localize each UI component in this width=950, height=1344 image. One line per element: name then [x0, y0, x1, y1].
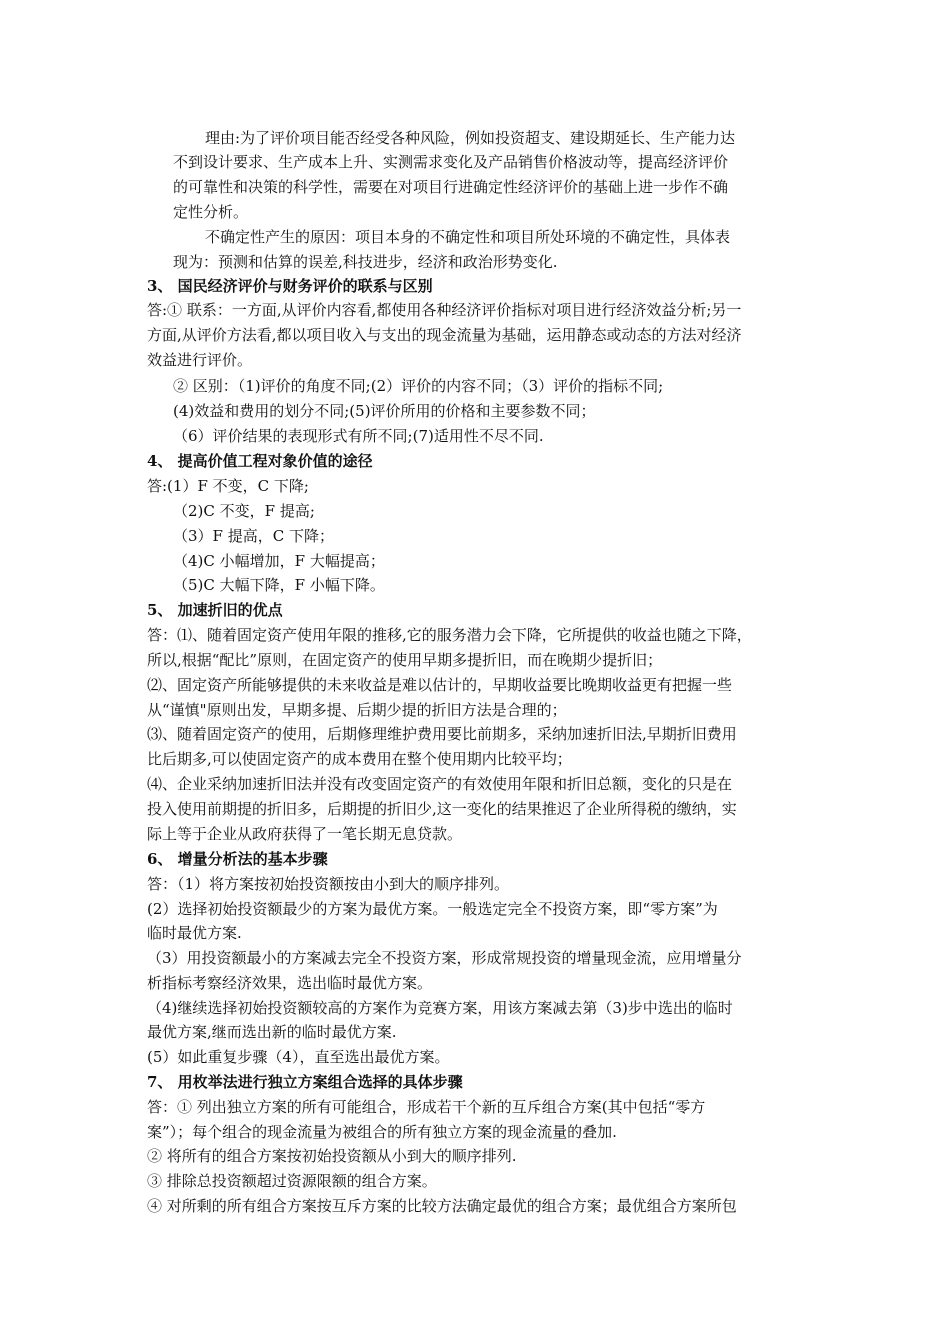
text-line: 的可靠性和决策的科学性，需要在对项目行进确定性经济评价的基础上进一步作不确 [173, 178, 729, 196]
text-line: 理由:为了评价项目能否经受各种风险，例如投资超支、建设期延长、生产能力达 [205, 129, 736, 147]
section-heading-7: 7、 用枚举法进行独立方案组合选择的具体步骤 [147, 1073, 463, 1091]
text-line: 效益进行评价。 [147, 351, 253, 369]
text-line: ② 区别：（1)评价的角度不同;(2）评价的内容不同；（3）评价的指标不同; [173, 377, 664, 395]
text-line: ⑷、企业采纳加速折旧法并没有改变固定资产的有效使用年限和折旧总额，变化的只是在 [147, 775, 733, 793]
section-heading-3: 3、 国民经济评价与财务评价的联系与区别 [147, 277, 433, 295]
text-line: 所以,根据“配比”原则，在固定资产的使用早期多提折旧，而在晚期少提折旧； [147, 651, 663, 669]
section-heading-5: 5、 加速折旧的优点 [147, 601, 283, 619]
text-line: (2）选择初始投资额最少的方案为最优方案。一般选定完全不投资方案，即“零方案”为 [147, 900, 718, 918]
text-line: 从“谨慎"原则出发，早期多提、后期少提的折旧方法是合理的； [147, 701, 567, 719]
text-line: 答：① 列出独立方案的所有可能组合，形成若干个新的互斥组合方案(其中包括“零方 [147, 1098, 706, 1116]
text-line: (5）如此重复步骤（4），直至选出最优方案。 [147, 1048, 450, 1066]
text-line: 答:① 联系：一方面,从评价内容看,都使用各种经济评价指标对项目进行经济效益分析;另一 [147, 301, 742, 319]
text-line: （3）用投资额最小的方案减去完全不投资方案，形成常规投资的增量现金流，应用增量分 [147, 949, 742, 967]
text-line: ② 将所有的组合方案按初始投资额从小到大的顺序排列. [147, 1147, 517, 1165]
text-line: （5)C 大幅下降，F 小幅下降。 [173, 576, 385, 594]
text-line: 案”）；每个组合的现金流量为被组合的所有独立方案的现金流量的叠加. [147, 1123, 617, 1141]
text-line: 答：⑴、随着固定资产使用年限的推移,它的服务潜力会下降，它所提供的收益也随之下降， [147, 626, 752, 644]
text-line: （2)C 不变，F 提高; [173, 502, 315, 520]
text-line: （3）F 提高，C 下降； [173, 527, 334, 545]
text-line: 方面,从评价方法看,都以项目收入与支出的现金流量为基础，运用静态或动态的方法对经济 [147, 326, 742, 344]
text-line: 答:(1）F 不变，C 下降; [147, 477, 309, 495]
text-line: (4)效益和费用的划分不同;(5)评价所用的价格和主要参数不同； [173, 402, 596, 420]
text-line: 不确定性产生的原因：项目本身的不确定性和项目所处环境的不确定性，具体表 [205, 228, 731, 246]
text-line: ④ 对所剩的所有组合方案按互斥方案的比较方法确定最优的组合方案；最优组合方案所包 [147, 1197, 737, 1215]
text-line: ⑶、随着固定资产的使用，后期修理维护费用要比前期多，采纳加速折旧法,早期折旧费用 [147, 725, 737, 743]
text-line: 答：（1）将方案按初始投资额按由小到大的顺序排列。 [147, 875, 510, 893]
text-line: 比后期多,可以使固定资产的成本费用在整个使用期内比较平均； [147, 750, 572, 768]
text-line: 定性分析。 [173, 203, 249, 221]
text-line: ③ 排除总投资额超过资源限额的组合方案。 [147, 1172, 437, 1190]
text-line: 投入使用前期提的折旧多，后期提的折旧少,这一变化的结果推迟了企业所得税的缴纳，实 [147, 800, 737, 818]
text-line: 际上等于企业从政府获得了一笔长期无息贷款。 [147, 825, 463, 843]
text-line: 最优方案,继而选出新的临时最优方案. [147, 1023, 397, 1041]
text-line: 析指标考察经济效果，选出临时最优方案。 [147, 974, 433, 992]
text-line: 临时最优方案. [147, 924, 242, 942]
section-heading-4: 4、 提高价值工程对象价值的途径 [147, 452, 373, 470]
text-line: （4)继续选择初始投资额较高的方案作为竞赛方案，用该方案减去第（3)步中选出的临时 [147, 999, 733, 1017]
text-line: 现为：预测和估算的误差,科技进步，经济和政治形势变化. [173, 253, 558, 271]
text-line: （6）评价结果的表现形式有所不同;(7)适用性不尽不同. [173, 427, 544, 445]
text-line: ⑵、固定资产所能够提供的未来收益是难以估计的，早期收益要比晚期收益更有把握一些 [147, 676, 733, 694]
text-line: 不到设计要求、生产成本上升、实测需求变化及产品销售价格波动等，提高经济评价 [173, 153, 729, 171]
section-heading-6: 6、 增量分析法的基本步骤 [147, 850, 328, 868]
text-line: （4)C 小幅增加，F 大幅提高； [173, 552, 385, 570]
